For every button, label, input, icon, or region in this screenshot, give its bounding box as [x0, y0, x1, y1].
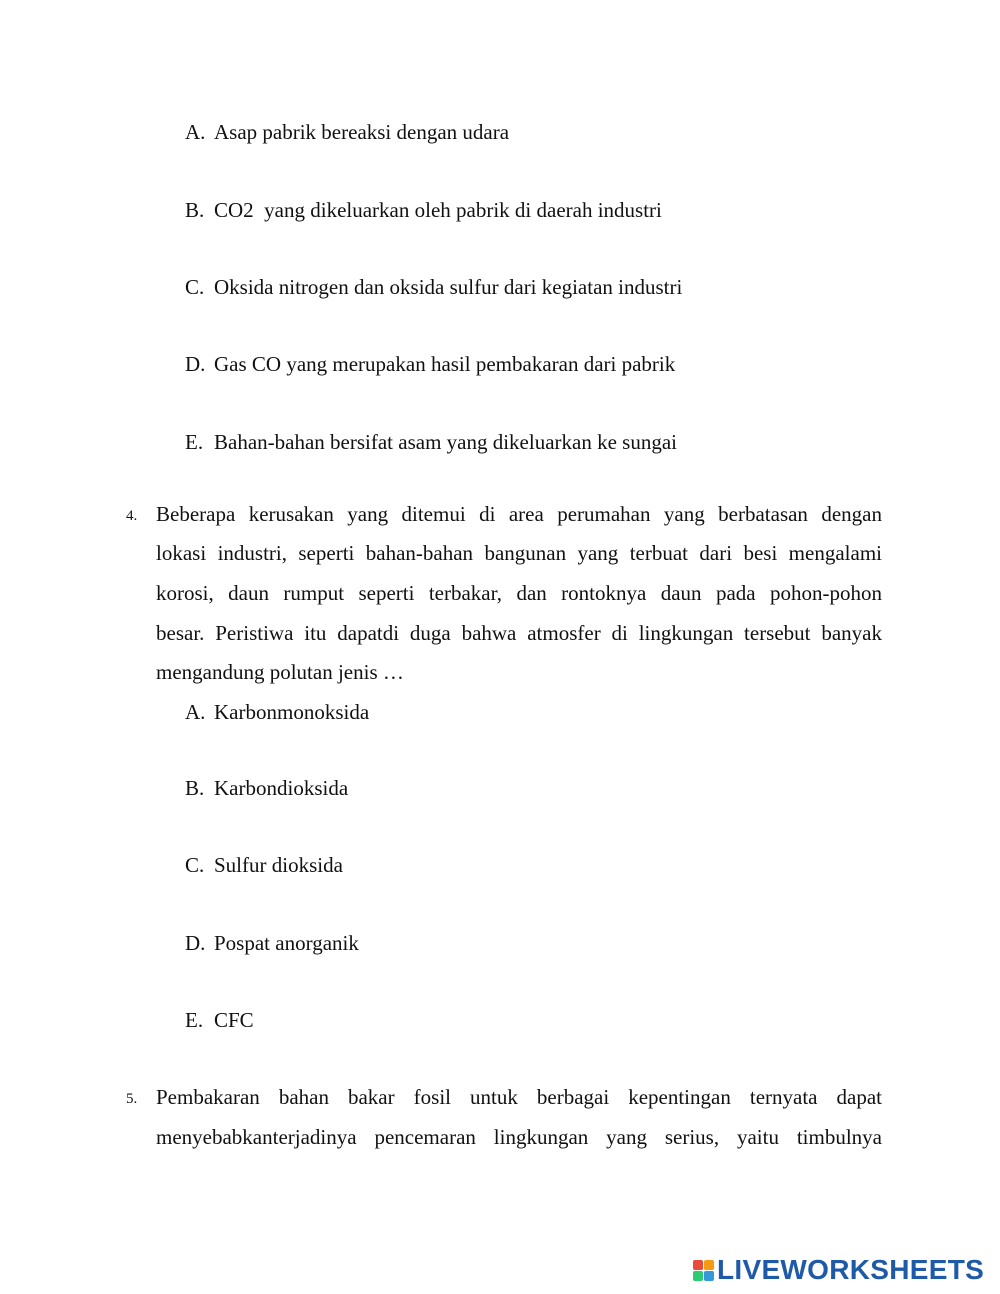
option-text: Asap pabrik bereaksi dengan udara	[214, 120, 510, 144]
option-letter: D.	[185, 931, 206, 955]
option-letter: E.	[185, 430, 204, 454]
q3-option-a[interactable]	[185, 119, 509, 145]
option-letter: B.	[185, 776, 205, 800]
option-text: Sulfur dioksida	[214, 853, 343, 877]
question-5-line-2: menyebabkanterjadinya pencemaran lingkungan yang serius, yaitu timbulnya	[156, 1125, 882, 1149]
option-text: Karbonmonoksida	[214, 700, 370, 724]
question-number-4: 4.	[126, 508, 138, 524]
q3-option-b[interactable]	[185, 197, 662, 223]
option-text: Bahan-bahan bersifat asam yang dikeluarkan ke sungai	[214, 430, 677, 454]
option-text: Karbondioksida	[214, 776, 349, 800]
q3-option-c[interactable]	[185, 274, 682, 300]
option-text: Pospat anorganik	[214, 931, 359, 955]
logo-text: LIVEWORKSHEETS	[717, 1254, 985, 1285]
question-4-line-3: korosi, daun rumput seperti terbakar, dan rontoknya daun pada pohon-pohon	[156, 581, 882, 605]
question-4-line-1: Beberapa kerusakan yang ditemui di area perumahan yang berbatasan dengan	[156, 502, 882, 526]
question-4-line-2: lokasi industri, seperti bahan-bahan bangunan yang terbuat dari besi mengalami	[156, 541, 882, 565]
q3-option-d[interactable]	[185, 351, 675, 377]
logo-mark-icon	[693, 1260, 714, 1281]
question-number-5: 5.	[126, 1091, 138, 1107]
option-letter: B.	[185, 198, 205, 222]
question-4-line-5: mengandung polutan jenis …	[156, 660, 404, 684]
option-letter: E.	[185, 1008, 204, 1032]
option-letter: A.	[185, 120, 206, 144]
logo-tile	[693, 1271, 703, 1281]
logo-tile	[704, 1271, 714, 1281]
option-letter: C.	[185, 275, 205, 299]
option-text: Oksida nitrogen dan oksida sulfur dari kegiatan industri	[214, 275, 683, 299]
option-letter: C.	[185, 853, 205, 877]
q4-option-c[interactable]	[185, 852, 343, 878]
q4-option-e[interactable]	[185, 1007, 254, 1033]
option-text: Gas CO yang merupakan hasil pembakaran dari pabrik	[214, 352, 676, 376]
logo-tile	[693, 1260, 703, 1270]
option-letter: A.	[185, 700, 206, 724]
q4-option-b[interactable]	[185, 775, 348, 801]
question-4-line-4: besar. Peristiwa itu dapatdi duga bahwa atmosfer di lingkungan tersebut banyak	[156, 621, 882, 645]
option-letter: D.	[185, 352, 206, 376]
logo-tile	[704, 1260, 714, 1270]
q4-option-d[interactable]	[185, 930, 359, 956]
q4-option-a[interactable]	[185, 699, 369, 725]
liveworksheets-logo	[693, 1255, 984, 1285]
question-5-line-1: Pembakaran bahan bakar fosil untuk berbagai kepentingan ternyata dapat	[156, 1085, 882, 1109]
option-text: CFC	[214, 1008, 254, 1032]
option-text: CO2 yang dikeluarkan oleh pabrik di daerah industri	[214, 198, 662, 222]
q3-option-e[interactable]	[185, 429, 677, 455]
